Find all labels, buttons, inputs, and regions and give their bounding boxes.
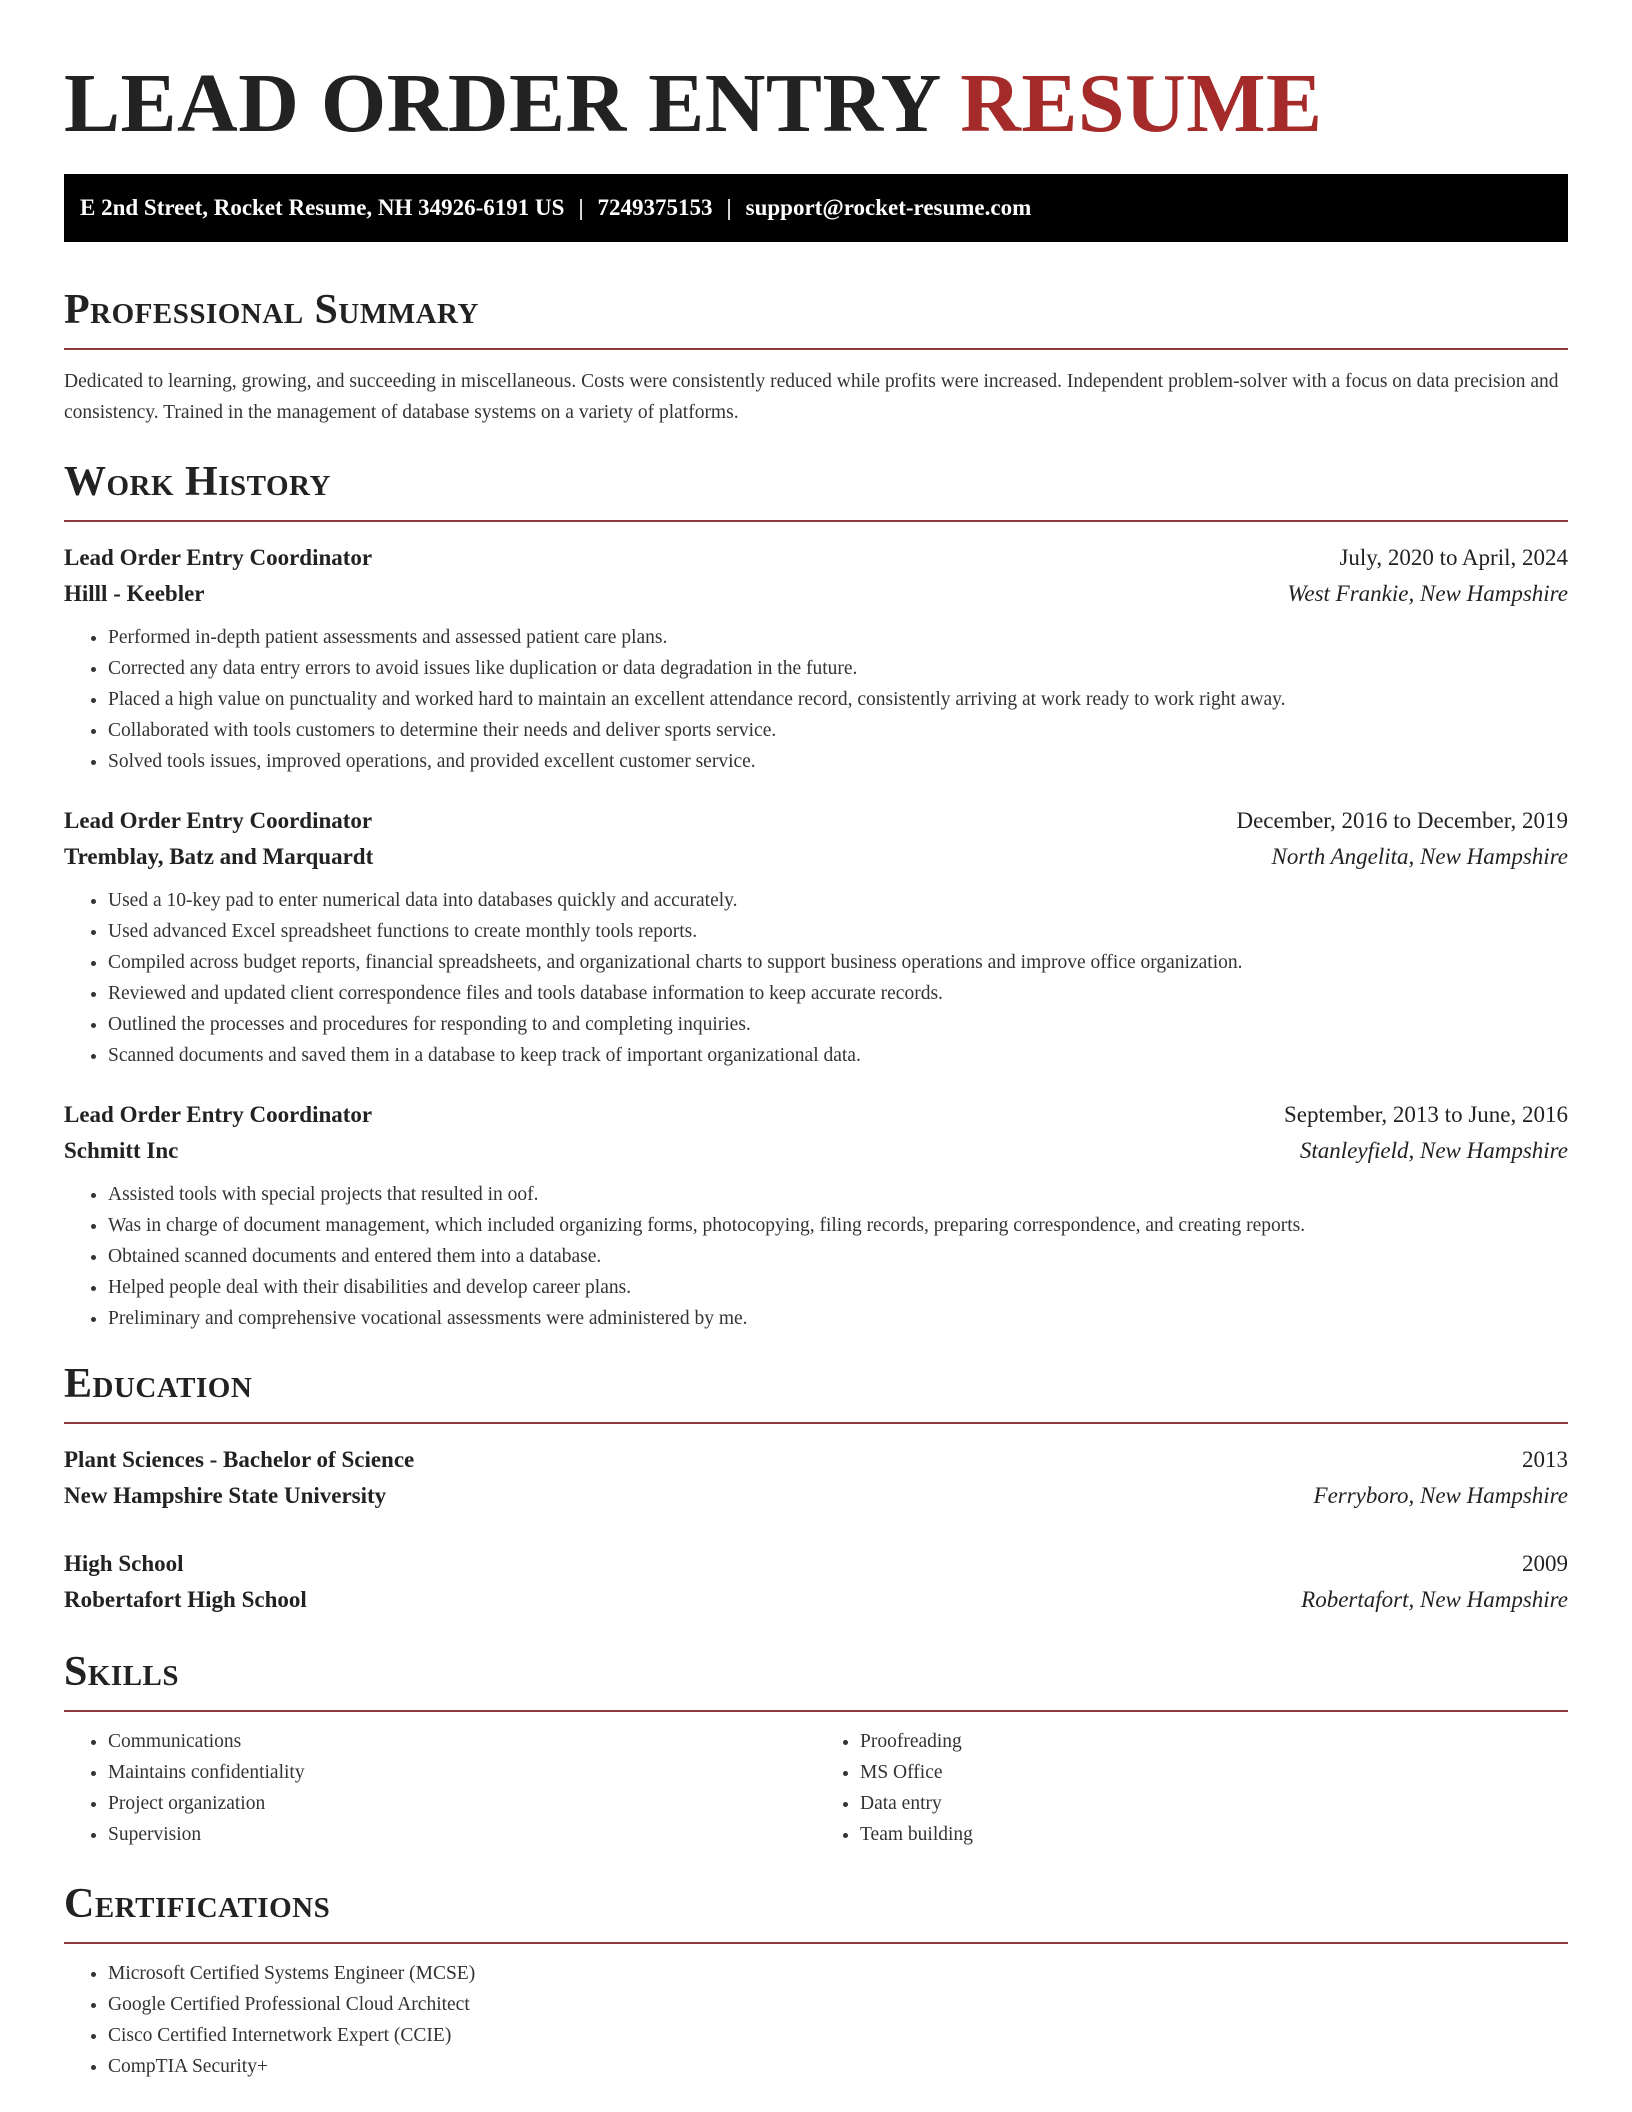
list-item: • Compiled across budget reports, financial spreadsheets, and organizational charts to support business operations and improve office organization. xyxy=(108,947,1568,978)
summary-text: Dedicated to learning, growing, and succeeding in miscellaneous. Costs were consistently reduced while profits were increased. Independent problem-solver with a focus on data precision and consistency. Trained in the management of database systems on a variety of platforms. xyxy=(64,371,1559,423)
summary-section xyxy=(64,284,1568,428)
section-heading-summary: Professional Summary xyxy=(64,287,479,333)
resume-title-accent: RESUME xyxy=(960,57,1323,150)
section-divider xyxy=(64,520,1568,522)
job-title: Lead Order Entry Coordinator xyxy=(64,1102,373,1127)
contact-bar xyxy=(64,174,1568,242)
section-heading-work-history: Work History xyxy=(64,459,331,505)
skills-grid xyxy=(64,1726,1568,1850)
list-item: • Cisco Certified Internetwork Expert (CCIE) xyxy=(108,2020,1568,2051)
job-location: West Frankie, New Hampshire xyxy=(1287,581,1568,606)
list-item: • Assisted tools with special projects that resulted in oof. xyxy=(108,1179,1568,1210)
job-title: Lead Order Entry Coordinator xyxy=(64,808,373,833)
skills-list-left xyxy=(64,1726,816,1850)
list-item: • CompTIA Security+ xyxy=(108,2051,1568,2082)
certifications-section xyxy=(64,1878,1568,2082)
education-school-row xyxy=(64,1582,1568,1618)
list-item: • MS Office xyxy=(860,1757,1568,1788)
job-bullets xyxy=(64,622,1568,777)
job-entry xyxy=(64,803,1568,1071)
list-item: • Solved tools issues, improved operations, and provided excellent customer service. xyxy=(108,746,1568,777)
list-item: • Was in charge of document management, which included organizing forms, photocopying, filing records, preparing correspondence, and creating reports. xyxy=(108,1210,1568,1241)
list-item: • Obtained scanned documents and entered them into a database. xyxy=(108,1241,1568,1272)
education-school-row xyxy=(64,1478,1568,1514)
list-item: • Project organization xyxy=(108,1788,816,1819)
job-location: Stanleyfield, New Hampshire xyxy=(1299,1138,1568,1163)
list-item: • Data entry xyxy=(860,1788,1568,1819)
certifications-list xyxy=(64,1958,1568,2082)
section-heading-skills: Skills xyxy=(64,1649,180,1695)
job-company-row xyxy=(64,839,1568,875)
list-item: • Performed in-depth patient assessments and assessed patient care plans. xyxy=(108,622,1568,653)
job-company: Schmitt Inc xyxy=(64,1138,179,1163)
list-item: • Google Certified Professional Cloud Architect xyxy=(108,1989,1568,2020)
job-company-row xyxy=(64,576,1568,612)
list-item: • Placed a high value on punctuality and worked hard to maintain an excellent attendance record, consistently arriving at work ready to work right away. xyxy=(108,684,1568,715)
job-entry xyxy=(64,1097,1568,1334)
job-dates: September, 2013 to June, 2016 xyxy=(1284,1102,1568,1127)
list-item: • Used a 10-key pad to enter numerical data into databases quickly and accurately. xyxy=(108,885,1568,916)
list-item: • Communications xyxy=(108,1726,816,1757)
education-location: Ferryboro, New Hampshire xyxy=(1313,1483,1568,1508)
education-year: 2013 xyxy=(1522,1447,1568,1472)
resume-title xyxy=(64,0,1568,150)
contact-email: support@rocket-resume.com xyxy=(745,195,1032,220)
education-location: Robertafort, New Hampshire xyxy=(1301,1587,1568,1612)
section-divider xyxy=(64,348,1568,350)
job-header-row xyxy=(64,1097,1568,1133)
list-item: • Microsoft Certified Systems Engineer (MCSE) xyxy=(108,1958,1568,1989)
job-bullets xyxy=(64,885,1568,1071)
education-degree-row xyxy=(64,1546,1568,1582)
list-item: • Collaborated with tools customers to determine their needs and deliver sports service. xyxy=(108,715,1568,746)
education-degree-row xyxy=(64,1442,1568,1478)
list-item: • Reviewed and updated client correspondence files and tools database information to keep accurate records. xyxy=(108,978,1568,1009)
contact-address: E 2nd Street, Rocket Resume, NH 34926-6191 US xyxy=(80,195,565,220)
contact-phone: 7249375153 xyxy=(597,195,713,220)
list-item: • Team building xyxy=(860,1819,1568,1850)
contact-separator: | xyxy=(578,195,584,220)
list-item: • Helped people deal with their disabilities and develop career plans. xyxy=(108,1272,1568,1303)
resume-title-main: LEAD ORDER ENTRY xyxy=(64,57,939,150)
education-degree: Plant Sciences - Bachelor of Science xyxy=(64,1447,415,1472)
job-entry xyxy=(64,540,1568,777)
list-item: • Scanned documents and saved them in a database to keep track of important organizational data. xyxy=(108,1040,1568,1071)
education-year: 2009 xyxy=(1522,1551,1568,1576)
job-company: Tremblay, Batz and Marquardt xyxy=(64,844,374,869)
education-degree: High School xyxy=(64,1551,184,1576)
education-entry xyxy=(64,1442,1568,1514)
education-school: Robertafort High School xyxy=(64,1587,307,1612)
section-heading-education: Education xyxy=(64,1361,253,1407)
contact-separator: | xyxy=(726,195,732,220)
work-history-section xyxy=(64,456,1568,1334)
education-entry xyxy=(64,1546,1568,1618)
section-divider xyxy=(64,1710,1568,1712)
list-item: • Proofreading xyxy=(860,1726,1568,1757)
job-location: North Angelita, New Hampshire xyxy=(1271,844,1568,869)
job-header-row xyxy=(64,803,1568,839)
list-item: • Used advanced Excel spreadsheet functions to create monthly tools reports. xyxy=(108,916,1568,947)
job-dates: July, 2020 to April, 2024 xyxy=(1339,545,1568,570)
section-heading-certifications: Certifications xyxy=(64,1881,331,1927)
skills-list-right xyxy=(816,1726,1568,1850)
job-title: Lead Order Entry Coordinator xyxy=(64,545,373,570)
list-item: • Corrected any data entry errors to avoid issues like duplication or data degradation in the future. xyxy=(108,653,1568,684)
job-header-row xyxy=(64,540,1568,576)
education-school: New Hampshire State University xyxy=(64,1483,387,1508)
job-dates: December, 2016 to December, 2019 xyxy=(1236,808,1568,833)
job-company-row xyxy=(64,1133,1568,1169)
list-item: • Outlined the processes and procedures for responding to and completing inquiries. xyxy=(108,1009,1568,1040)
skills-section xyxy=(64,1646,1568,1850)
list-item: • Supervision xyxy=(108,1819,816,1850)
list-item: • Preliminary and comprehensive vocational assessments were administered by me. xyxy=(108,1303,1568,1334)
job-company: Hilll - Keebler xyxy=(64,581,205,606)
job-bullets xyxy=(64,1179,1568,1334)
section-divider xyxy=(64,1942,1568,1944)
list-item: • Maintains confidentiality xyxy=(108,1757,816,1788)
education-section xyxy=(64,1358,1568,1618)
section-divider xyxy=(64,1422,1568,1424)
